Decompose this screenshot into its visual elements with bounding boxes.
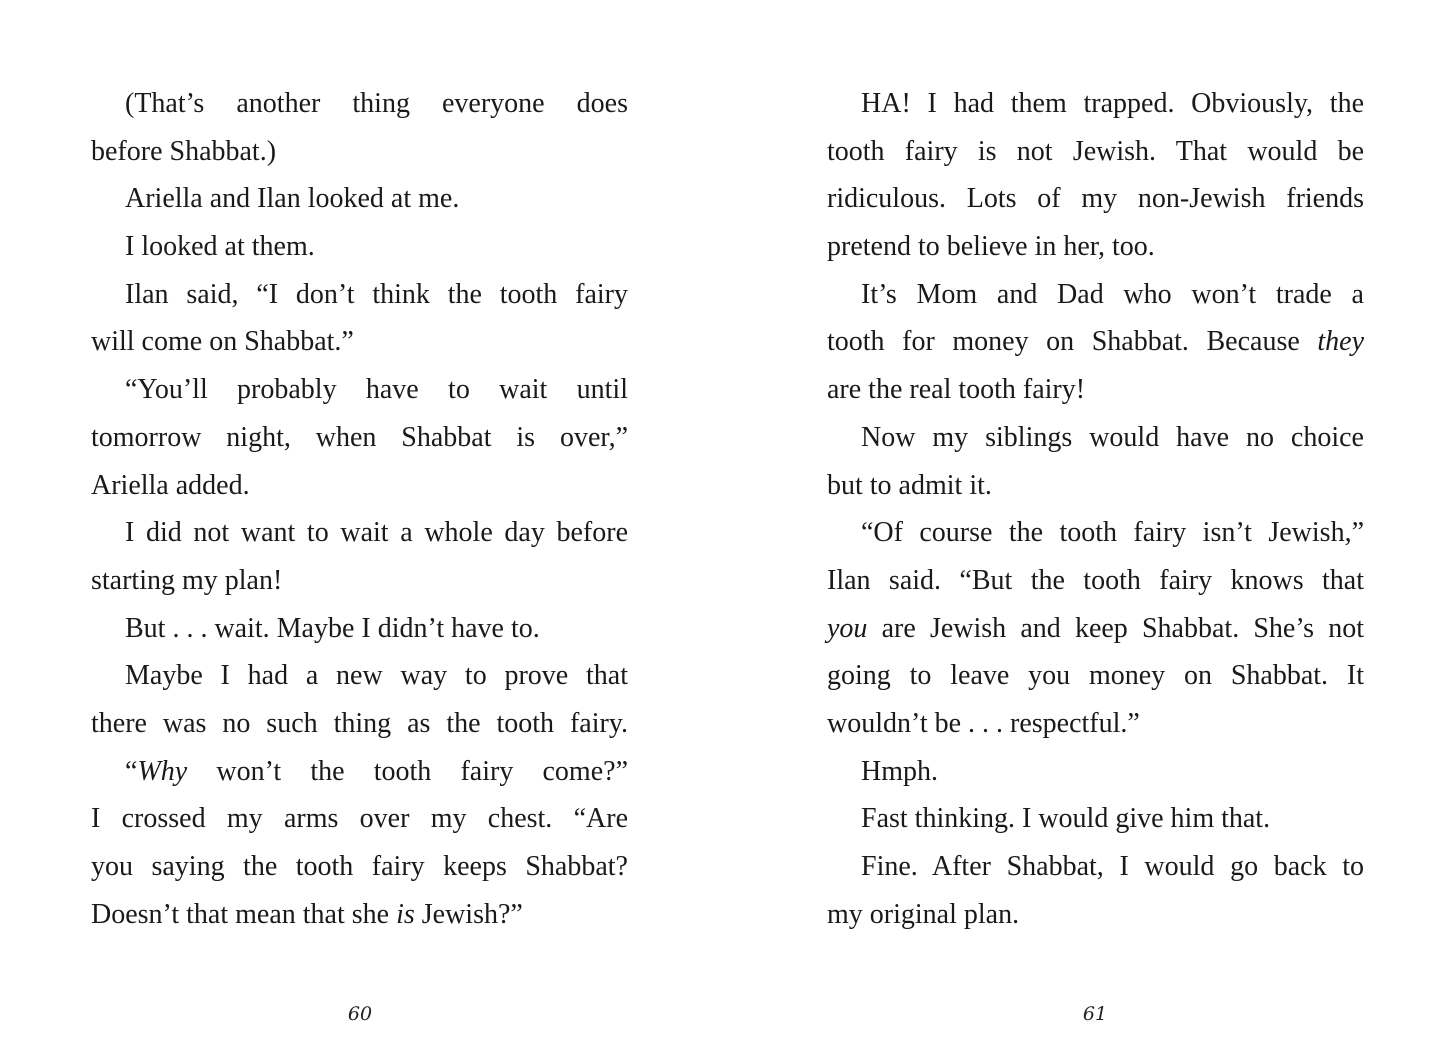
line-segment: “ <box>125 755 138 787</box>
text-line: going to leave you money on Shabbat. It <box>827 660 1364 692</box>
text-line: “Of course the tooth fairy isn’t Jewish,” <box>861 517 1364 549</box>
text-line: will come on Shabbat.” <box>91 326 354 358</box>
text-line: before Shabbat.) <box>91 135 277 167</box>
line-segment: are Jewish and keep Shabbat. She’s not <box>867 612 1364 644</box>
text-line: I did not want to wait a whole day before <box>125 517 628 549</box>
text-line: my original plan. <box>827 898 1020 930</box>
text-line: ridiculous. Lots of my non-Jewish friends <box>827 183 1364 215</box>
text-line: Ariella added. <box>91 469 250 501</box>
text-line: Now my siblings would have no choice <box>861 421 1364 453</box>
italic-word: is <box>396 898 415 930</box>
text-line: Ariella and Ilan looked at me. <box>125 183 460 215</box>
text-line <box>827 318 1364 366</box>
left-page-number: 60 <box>347 1003 373 1025</box>
text-line: you saying the tooth fairy keeps Shabbat? <box>91 851 628 882</box>
text-line <box>827 605 1364 653</box>
text-line: I crossed my arms over my chest. “Are <box>91 803 628 835</box>
text-line: Fine. After Shabbat, I would go back to <box>861 851 1364 882</box>
line-segment: tooth for money on Shabbat. Because <box>827 326 1318 358</box>
text-line: Maybe I had a new way to prove that <box>125 660 628 692</box>
line-segment: Doesn’t that mean that she <box>91 898 397 930</box>
text-line: wouldn’t be . . . respectful.” <box>827 707 1140 739</box>
text-line: tooth fairy is not Jewish. That would be <box>827 135 1364 167</box>
line-segment: won’t the tooth fairy come?” <box>187 755 628 787</box>
italic-word: you <box>827 612 868 644</box>
italic-word: Why <box>137 755 188 787</box>
text-line <box>91 748 628 796</box>
text-line: Ilan said, “I don’t think the tooth fairy <box>125 278 628 310</box>
text-line: pretend to believe in her, too. <box>827 231 1155 263</box>
text-line: It’s Mom and Dad who won’t trade a <box>861 278 1364 310</box>
text-line: starting my plan! <box>91 564 283 596</box>
text-line <box>91 891 628 939</box>
line-segment: Jewish?” <box>414 898 523 930</box>
text-line: But . . . wait. Maybe I didn’t have to. <box>125 612 540 644</box>
left-page-text <box>91 80 628 938</box>
text-line: HA! I had them trapped. Obviously, the <box>861 88 1364 119</box>
right-page-text <box>827 80 1364 938</box>
text-line: but to admit it. <box>827 469 992 501</box>
italic-word: they <box>1317 326 1364 358</box>
text-line: Fast thinking. I would give him that. <box>861 803 1271 835</box>
text-line: I looked at them. <box>125 231 315 263</box>
text-line: Ilan said. “But the tooth fairy knows that <box>827 564 1364 596</box>
text-line: tomorrow night, when Shabbat is over,” <box>91 421 628 453</box>
text-line: are the real tooth fairy! <box>827 374 1086 406</box>
right-page-number: 61 <box>1082 1003 1108 1025</box>
text-line: “You’ll probably have to wait until <box>125 374 628 406</box>
text-line: (That’s another thing everyone does <box>125 88 628 119</box>
text-line: Hmph. <box>861 755 938 787</box>
text-line: there was no such thing as the tooth fairy. <box>91 707 628 739</box>
